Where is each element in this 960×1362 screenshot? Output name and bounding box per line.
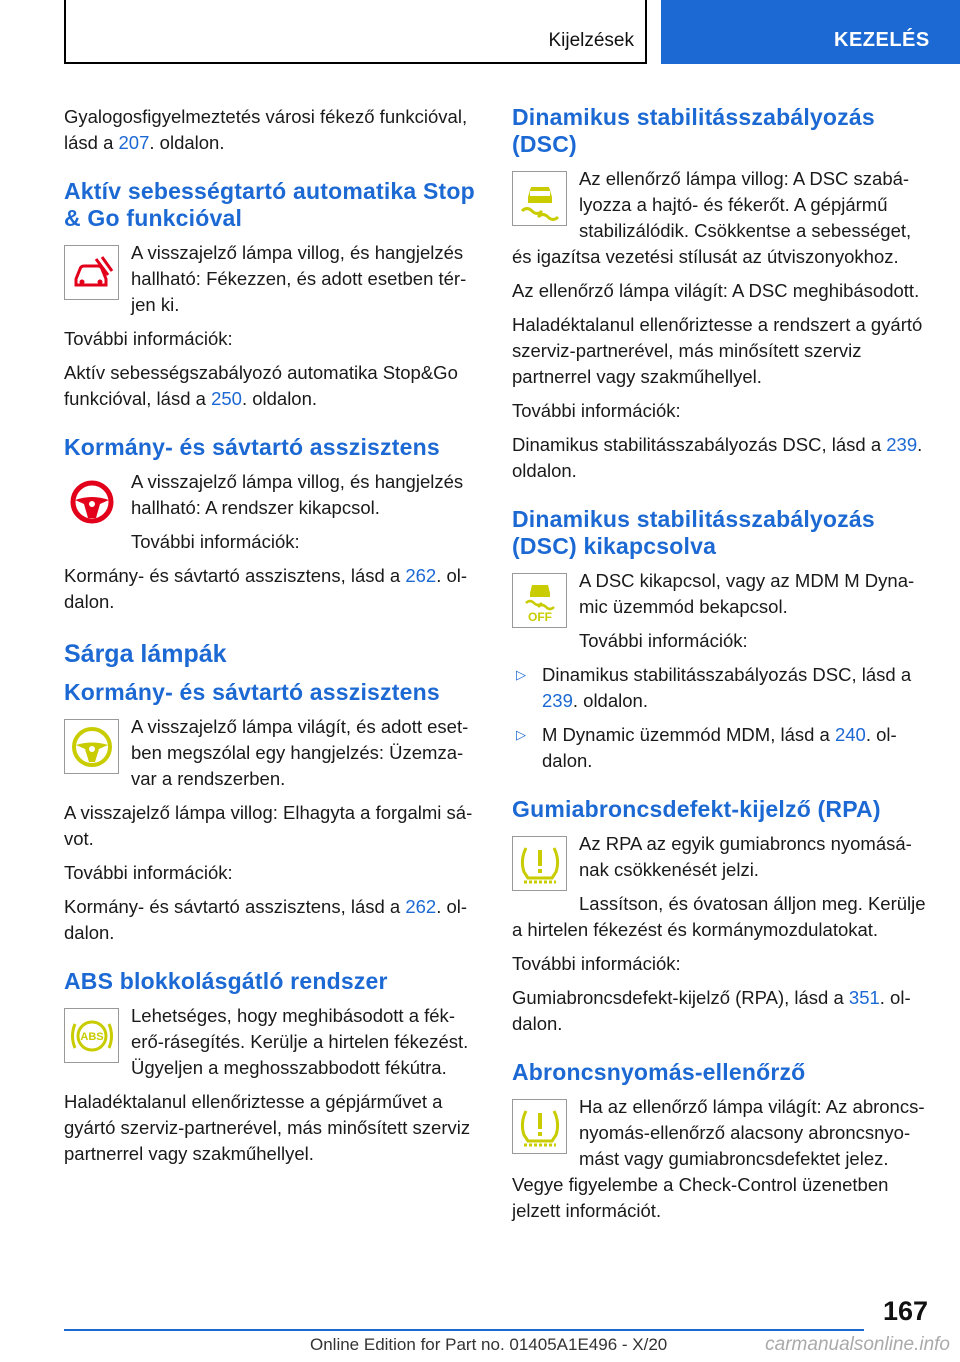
chapter-heading: Sárga lámpák	[64, 640, 227, 668]
body-text: A visszajelző lámpa világít, és adott esetben megszólal egy hangjelzés: Üzemzavar a rendszerben.	[131, 716, 469, 789]
body-text: Az ellenőrző lámpa villog: A DSC szabályozza a hajtó- és fékerőt. A gépjármű stabilizálódik. Csökkentse a sebességet, és igazítsa vezetési stílusát az útviszonyokhoz.	[512, 168, 912, 267]
more-info-label: További információk:	[64, 862, 233, 883]
left-column	[64, 104, 479, 1175]
page-link[interactable]: 262	[405, 565, 437, 586]
body-text: A visszajelző lámpa villog, és hangjelzés hallható: Fékezzen, és adott esetben térjen ki.	[131, 242, 467, 315]
ref-paragraph: Kormány- és sávtartó asszisztens, lásd a 262. oldalon.	[64, 896, 468, 943]
right-column	[512, 104, 930, 1232]
page-link[interactable]: 351	[848, 987, 880, 1008]
more-info-label: További információk:	[579, 630, 748, 651]
tire-pressure-icon	[512, 1099, 567, 1154]
body-text: Az RPA az egyik gumiabroncs nyomásának csökkenését jelzi.	[579, 833, 912, 880]
ref-paragraph: Dinamikus stabilitásszabályozás DSC, lásd a 239. oldalon.	[512, 434, 923, 481]
page-link[interactable]: 239	[886, 434, 918, 455]
steering-wheel-yellow-icon	[64, 719, 119, 774]
ref-paragraph: Gumiabroncsdefekt-kijelző (RPA), lásd a 351. oldalon.	[512, 987, 911, 1034]
body-text: A visszajelző lámpa villog: Elhagyta a forgalmi sávot.	[64, 802, 473, 849]
section-heading: Dinamikus stabilitásszabályozás (DSC) kikapcsolva	[512, 506, 875, 559]
tire-warning-icon	[512, 836, 567, 891]
body-text: Az ellenőrző lámpa világít: A DSC meghibásodott.	[512, 280, 920, 301]
distance-warning-red-icon	[64, 245, 119, 300]
chapter-tab[interactable]	[661, 0, 960, 64]
section-heading: Kormány- és sávtartó asszisztens	[64, 679, 440, 705]
section-heading: Kormány- és sávtartó asszisztens	[64, 434, 440, 460]
more-info-label: További információk:	[131, 531, 300, 552]
chapter-tab-label: KEZELÉS	[834, 29, 930, 51]
edition-footer: Online Edition for Part no. 01405A1E496 - X/20	[310, 1335, 668, 1354]
body-text: Ha az ellenőrző lámpa világít: Az abroncsnyomás-ellenőrző alacsony abroncsnyomást vagy gumiabroncsdefektet jelez. Vegye figyelembe a Check-Control üzenetben jelzett információt.	[512, 1096, 925, 1221]
dsc-off-icon	[512, 573, 567, 628]
list-item: ▷ M Dynamic üzemmód MDM, lásd a 240. oldalon.	[516, 724, 897, 771]
dsc-icon	[512, 171, 567, 226]
body-text: Haladéktalanul ellenőriztesse a gépjárművet a gyártó szerviz-partnerével, más minősített szerviz partnerrel vagy szakműhellyel.	[64, 1091, 471, 1164]
body-text: A DSC kikapcsol, vagy az MDM M Dynamic üzemmód bekapcsol.	[579, 570, 915, 617]
steering-wheel-red-icon	[64, 474, 119, 529]
page-link[interactable]: 250	[211, 388, 242, 409]
section-heading: Dinamikus stabilitásszabályozás (DSC)	[512, 104, 875, 157]
watermark: carmanualsonline.info	[765, 1334, 950, 1355]
section-heading: Gumiabroncsdefekt-kijelző (RPA)	[512, 796, 881, 822]
footer-divider	[64, 1329, 864, 1331]
bullet-icon: ▷	[516, 727, 526, 742]
section-title: Kijelzések	[548, 30, 634, 51]
body-text: Lehetséges, hogy meghibásodott a fékerő-rásegítés. Kerülje a hirtelen fékezést. Ügyeljen a meghosszabbodott fékútra.	[131, 1005, 469, 1078]
page-link[interactable]: 262	[405, 896, 437, 917]
list-item: ▷ Dinamikus stabilitásszabályozás DSC, lásd a 239. oldalon.	[516, 664, 912, 711]
intro-paragraph: Gyalogosfigyelmeztetés városi fékező funkcióval, lásd a 207. oldalon.	[64, 106, 468, 153]
body-text: Haladéktalanul ellenőriztesse a rendszert a gyártó szerviz-partnerével, más minősített szerviz partnerrel vagy szakműhellyel.	[512, 314, 923, 387]
more-info-label: További információk:	[512, 953, 681, 974]
ref-paragraph: Aktív sebességszabályozó automatika Stop&Go funkcióval, lásd a 250. oldalon.	[64, 362, 458, 409]
page-number: 167	[882, 1296, 928, 1326]
abs-icon-label: ABS	[79, 1030, 104, 1043]
page-link[interactable]: 207	[118, 132, 150, 153]
more-info-label: További információk:	[512, 400, 681, 421]
body-text: Lassítson, és óvatosan álljon meg. Kerülje a hirtelen fékezést és kormánymozdulatokat.	[512, 893, 926, 940]
section-heading: Abroncsnyomás-ellenőrző	[512, 1059, 806, 1085]
section-heading: ABS blokkolásgátló rendszer	[64, 968, 388, 994]
section-heading: Aktív sebességtartó automatika Stop & Go funkcióval	[64, 178, 475, 231]
more-info-label: További információk:	[64, 328, 233, 349]
bullet-icon: ▷	[516, 667, 526, 682]
abs-icon	[64, 1008, 119, 1063]
dsc-off-label: OFF	[527, 609, 552, 624]
page-link[interactable]: 239	[542, 690, 573, 711]
page-link[interactable]: 240	[834, 724, 866, 745]
body-text: A visszajelző lámpa villog, és hangjelzés hallható: A rendszer kikapcsol.	[131, 471, 464, 518]
ref-paragraph: Kormány- és sávtartó asszisztens, lásd a 262. oldalon.	[64, 565, 468, 612]
